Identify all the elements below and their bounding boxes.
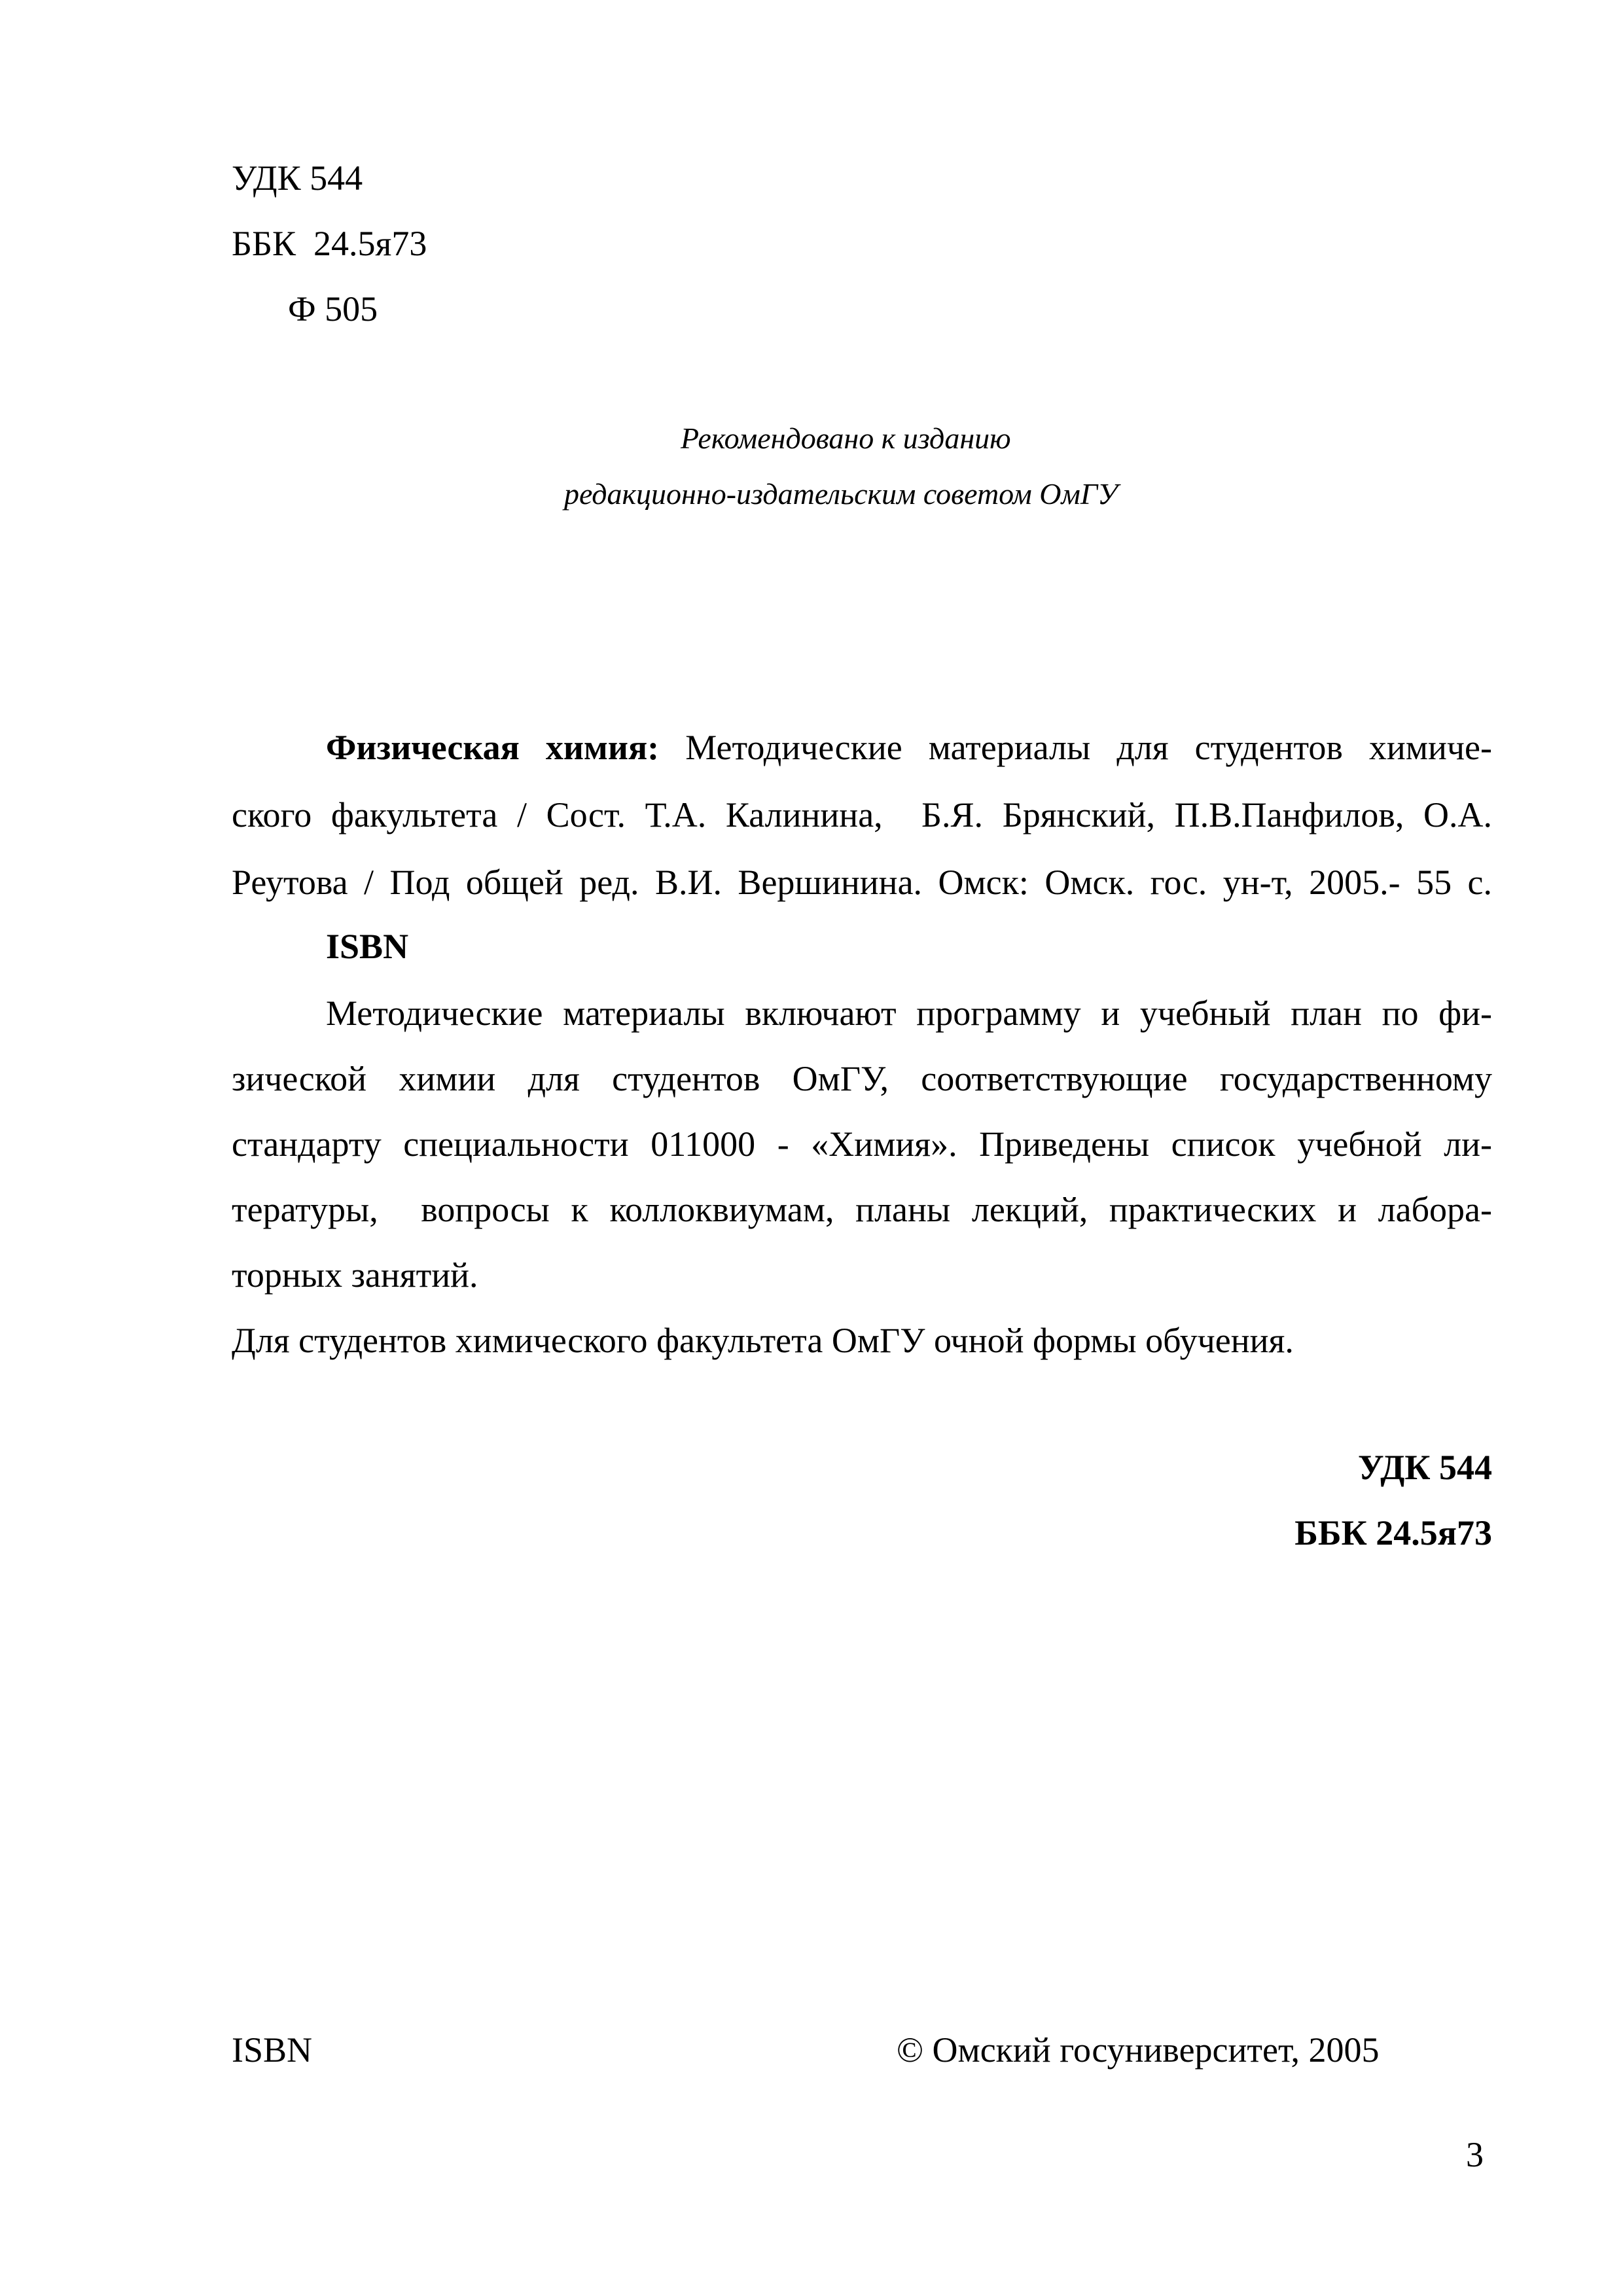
bibliography-line-1-rest: Методические материалы для студентов химиче- (685, 728, 1492, 767)
bibliography-isbn: ISBN (326, 927, 409, 966)
abstract-line-1: Методические материалы включают программу и учебный план по фи- (326, 994, 1492, 1033)
abstract-line-2: зической химии для студентов ОмГУ, соответствующие государственному (232, 1059, 1492, 1098)
footer-copyright: © Омский госуниверситет, 2005 (897, 2030, 1380, 2070)
abstract-line-5: торных занятий. (232, 1255, 478, 1295)
footer-isbn: ISBN (232, 2030, 313, 2070)
header-bbk: ББК 24.5я73 (232, 224, 427, 263)
recommendation-line-1: Рекомендовано к изданию (681, 422, 1011, 455)
abstract-line-3: стандарту специальности 011000 - «Химия». Приведены список учебной ли- (232, 1124, 1492, 1164)
classification-bbk: ББК 24.5я73 (1294, 1513, 1492, 1552)
abstract-line-4: тературы, вопросы к коллоквиумам, планы лекций, практических и лабора- (232, 1190, 1492, 1229)
bibliography-title: Физическая химия: (326, 728, 660, 767)
page-number: 3 (1466, 2135, 1484, 2174)
bibliography-line-1 (326, 726, 1492, 768)
header-udk: УДК 544 (232, 158, 363, 198)
header-code: Ф 505 (288, 289, 378, 329)
classification-udk: УДК 544 (1358, 1448, 1492, 1487)
recommendation-line-2: редакционно-издательским советом ОмГУ (564, 477, 1118, 511)
abstract-audience: Для студентов химического факультета ОмГУ очной формы обучения. (232, 1321, 1294, 1360)
bibliography-line-2: ского факультета / Сост. Т.А. Калинина, Б.Я. Брянский, П.В.Панфилов, О.А. (232, 795, 1492, 834)
bibliography-line-3: Реутова / Под общей ред. В.И. Вершинина. Омск: Омск. гос. ун-т, 2005.- 55 с. (232, 863, 1492, 902)
